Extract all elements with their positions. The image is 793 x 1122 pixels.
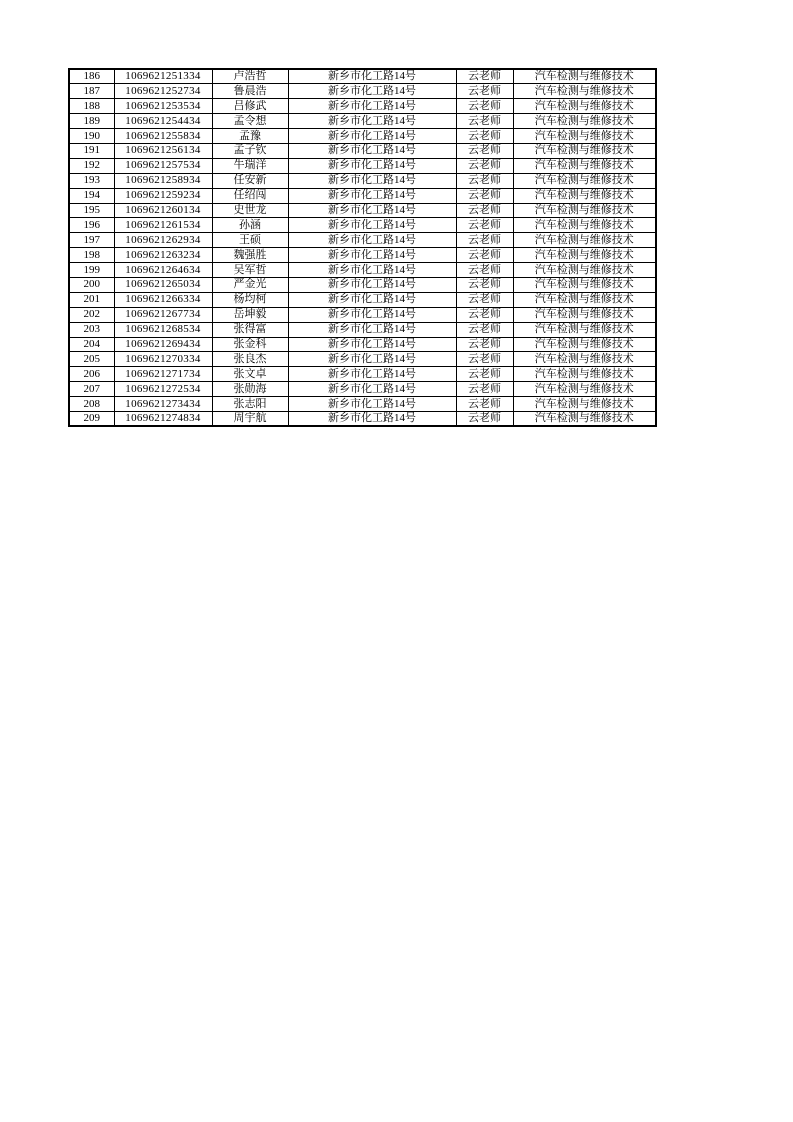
cell-program: 汽车检测与维修技术 [513, 397, 656, 412]
cell-address: 新乡市化工路14号 [288, 382, 456, 397]
cell-index: 187 [69, 84, 114, 99]
cell-teacher: 云老师 [456, 307, 513, 322]
cell-index: 196 [69, 218, 114, 233]
cell-teacher: 云老师 [456, 158, 513, 173]
table-row [69, 397, 656, 412]
cell-address: 新乡市化工路14号 [288, 352, 456, 367]
table-row [69, 173, 656, 188]
cell-index: 193 [69, 173, 114, 188]
table-row [69, 322, 656, 337]
cell-teacher: 云老师 [456, 143, 513, 158]
cell-name: 吴军哲 [212, 263, 288, 278]
cell-index: 201 [69, 292, 114, 307]
cell-student_id: 1069621271734 [114, 367, 212, 382]
cell-index: 198 [69, 248, 114, 263]
cell-program: 汽车检测与维修技术 [513, 411, 656, 426]
cell-program: 汽车检测与维修技术 [513, 233, 656, 248]
cell-name: 张文卓 [212, 367, 288, 382]
cell-student_id: 1069621253534 [114, 99, 212, 114]
cell-program: 汽车检测与维修技术 [513, 337, 656, 352]
cell-name: 周宇航 [212, 411, 288, 426]
cell-program: 汽车检测与维修技术 [513, 218, 656, 233]
cell-student_id: 1069621272534 [114, 382, 212, 397]
table-row [69, 84, 656, 99]
cell-program: 汽车检测与维修技术 [513, 99, 656, 114]
cell-teacher: 云老师 [456, 263, 513, 278]
cell-student_id: 1069621261534 [114, 218, 212, 233]
cell-name: 张得富 [212, 322, 288, 337]
cell-address: 新乡市化工路14号 [288, 277, 456, 292]
cell-teacher: 云老师 [456, 188, 513, 203]
cell-program: 汽车检测与维修技术 [513, 158, 656, 173]
cell-teacher: 云老师 [456, 322, 513, 337]
cell-teacher: 云老师 [456, 367, 513, 382]
cell-program: 汽车检测与维修技术 [513, 292, 656, 307]
table-row [69, 367, 656, 382]
table-row [69, 277, 656, 292]
cell-teacher: 云老师 [456, 248, 513, 263]
cell-name: 卢浩哲 [212, 69, 288, 84]
student-table-body [69, 69, 656, 426]
cell-name: 张勋海 [212, 382, 288, 397]
table-row [69, 143, 656, 158]
cell-teacher: 云老师 [456, 99, 513, 114]
table-row [69, 218, 656, 233]
table-row [69, 158, 656, 173]
table-row [69, 248, 656, 263]
cell-student_id: 1069621268534 [114, 322, 212, 337]
cell-name: 孙涵 [212, 218, 288, 233]
table-row [69, 188, 656, 203]
cell-teacher: 云老师 [456, 277, 513, 292]
cell-student_id: 1069621262934 [114, 233, 212, 248]
cell-address: 新乡市化工路14号 [288, 69, 456, 84]
cell-program: 汽车检测与维修技术 [513, 248, 656, 263]
cell-name: 孟子钦 [212, 143, 288, 158]
cell-student_id: 1069621264634 [114, 263, 212, 278]
cell-program: 汽车检测与维修技术 [513, 129, 656, 144]
cell-name: 张金科 [212, 337, 288, 352]
cell-index: 199 [69, 263, 114, 278]
cell-program: 汽车检测与维修技术 [513, 277, 656, 292]
cell-address: 新乡市化工路14号 [288, 248, 456, 263]
cell-address: 新乡市化工路14号 [288, 263, 456, 278]
table-row [69, 129, 656, 144]
cell-address: 新乡市化工路14号 [288, 84, 456, 99]
cell-index: 200 [69, 277, 114, 292]
cell-address: 新乡市化工路14号 [288, 158, 456, 173]
cell-address: 新乡市化工路14号 [288, 322, 456, 337]
cell-index: 195 [69, 203, 114, 218]
cell-address: 新乡市化工路14号 [288, 367, 456, 382]
cell-index: 207 [69, 382, 114, 397]
cell-program: 汽车检测与维修技术 [513, 69, 656, 84]
cell-program: 汽车检测与维修技术 [513, 114, 656, 129]
cell-name: 严金光 [212, 277, 288, 292]
cell-name: 孟令想 [212, 114, 288, 129]
table-row [69, 233, 656, 248]
cell-student_id: 1069621252734 [114, 84, 212, 99]
cell-address: 新乡市化工路14号 [288, 143, 456, 158]
table-row [69, 292, 656, 307]
table-row [69, 411, 656, 426]
cell-index: 209 [69, 411, 114, 426]
cell-teacher: 云老师 [456, 337, 513, 352]
cell-teacher: 云老师 [456, 203, 513, 218]
cell-teacher: 云老师 [456, 173, 513, 188]
cell-address: 新乡市化工路14号 [288, 203, 456, 218]
cell-student_id: 1069621270334 [114, 352, 212, 367]
table-row [69, 337, 656, 352]
cell-address: 新乡市化工路14号 [288, 114, 456, 129]
cell-teacher: 云老师 [456, 114, 513, 129]
cell-student_id: 1069621274834 [114, 411, 212, 426]
cell-teacher: 云老师 [456, 411, 513, 426]
cell-address: 新乡市化工路14号 [288, 411, 456, 426]
cell-program: 汽车检测与维修技术 [513, 367, 656, 382]
cell-address: 新乡市化工路14号 [288, 218, 456, 233]
cell-address: 新乡市化工路14号 [288, 173, 456, 188]
cell-teacher: 云老师 [456, 382, 513, 397]
cell-index: 192 [69, 158, 114, 173]
cell-program: 汽车检测与维修技术 [513, 307, 656, 322]
cell-name: 孟豫 [212, 129, 288, 144]
cell-name: 任绍闯 [212, 188, 288, 203]
cell-student_id: 1069621254434 [114, 114, 212, 129]
table-row [69, 203, 656, 218]
cell-name: 岳坤毅 [212, 307, 288, 322]
cell-teacher: 云老师 [456, 84, 513, 99]
cell-index: 206 [69, 367, 114, 382]
cell-name: 魏强胜 [212, 248, 288, 263]
cell-index: 190 [69, 129, 114, 144]
cell-index: 205 [69, 352, 114, 367]
cell-name: 史世龙 [212, 203, 288, 218]
cell-program: 汽车检测与维修技术 [513, 188, 656, 203]
cell-address: 新乡市化工路14号 [288, 233, 456, 248]
cell-address: 新乡市化工路14号 [288, 397, 456, 412]
cell-student_id: 1069621259234 [114, 188, 212, 203]
cell-index: 202 [69, 307, 114, 322]
cell-index: 189 [69, 114, 114, 129]
cell-index: 208 [69, 397, 114, 412]
cell-address: 新乡市化工路14号 [288, 307, 456, 322]
cell-index: 203 [69, 322, 114, 337]
cell-student_id: 1069621263234 [114, 248, 212, 263]
cell-teacher: 云老师 [456, 352, 513, 367]
cell-name: 任安新 [212, 173, 288, 188]
cell-address: 新乡市化工路14号 [288, 99, 456, 114]
student-roster-table [68, 68, 657, 427]
cell-student_id: 1069621257534 [114, 158, 212, 173]
cell-address: 新乡市化工路14号 [288, 292, 456, 307]
cell-student_id: 1069621266334 [114, 292, 212, 307]
cell-index: 191 [69, 143, 114, 158]
cell-program: 汽车检测与维修技术 [513, 382, 656, 397]
cell-program: 汽车检测与维修技术 [513, 322, 656, 337]
cell-student_id: 1069621265034 [114, 277, 212, 292]
cell-name: 鲁晨浩 [212, 84, 288, 99]
cell-student_id: 1069621267734 [114, 307, 212, 322]
table-row [69, 382, 656, 397]
table-row [69, 263, 656, 278]
cell-name: 杨均柯 [212, 292, 288, 307]
cell-student_id: 1069621255834 [114, 129, 212, 144]
cell-teacher: 云老师 [456, 233, 513, 248]
table-row [69, 69, 656, 84]
cell-name: 吕修武 [212, 99, 288, 114]
table-row [69, 99, 656, 114]
cell-name: 王硕 [212, 233, 288, 248]
cell-teacher: 云老师 [456, 129, 513, 144]
cell-address: 新乡市化工路14号 [288, 337, 456, 352]
cell-index: 197 [69, 233, 114, 248]
cell-index: 204 [69, 337, 114, 352]
cell-program: 汽车检测与维修技术 [513, 263, 656, 278]
cell-program: 汽车检测与维修技术 [513, 352, 656, 367]
cell-program: 汽车检测与维修技术 [513, 84, 656, 99]
cell-student_id: 1069621269434 [114, 337, 212, 352]
cell-name: 牛瑞洋 [212, 158, 288, 173]
cell-teacher: 云老师 [456, 218, 513, 233]
cell-student_id: 1069621260134 [114, 203, 212, 218]
cell-student_id: 1069621251334 [114, 69, 212, 84]
cell-student_id: 1069621273434 [114, 397, 212, 412]
cell-teacher: 云老师 [456, 292, 513, 307]
cell-teacher: 云老师 [456, 69, 513, 84]
table-row [69, 114, 656, 129]
cell-name: 张志阳 [212, 397, 288, 412]
cell-name: 张良杰 [212, 352, 288, 367]
cell-program: 汽车检测与维修技术 [513, 203, 656, 218]
cell-index: 186 [69, 69, 114, 84]
cell-index: 188 [69, 99, 114, 114]
cell-program: 汽车检测与维修技术 [513, 143, 656, 158]
cell-index: 194 [69, 188, 114, 203]
table-row [69, 307, 656, 322]
cell-student_id: 1069621256134 [114, 143, 212, 158]
cell-teacher: 云老师 [456, 397, 513, 412]
table-row [69, 352, 656, 367]
cell-address: 新乡市化工路14号 [288, 129, 456, 144]
cell-address: 新乡市化工路14号 [288, 188, 456, 203]
cell-program: 汽车检测与维修技术 [513, 173, 656, 188]
cell-student_id: 1069621258934 [114, 173, 212, 188]
